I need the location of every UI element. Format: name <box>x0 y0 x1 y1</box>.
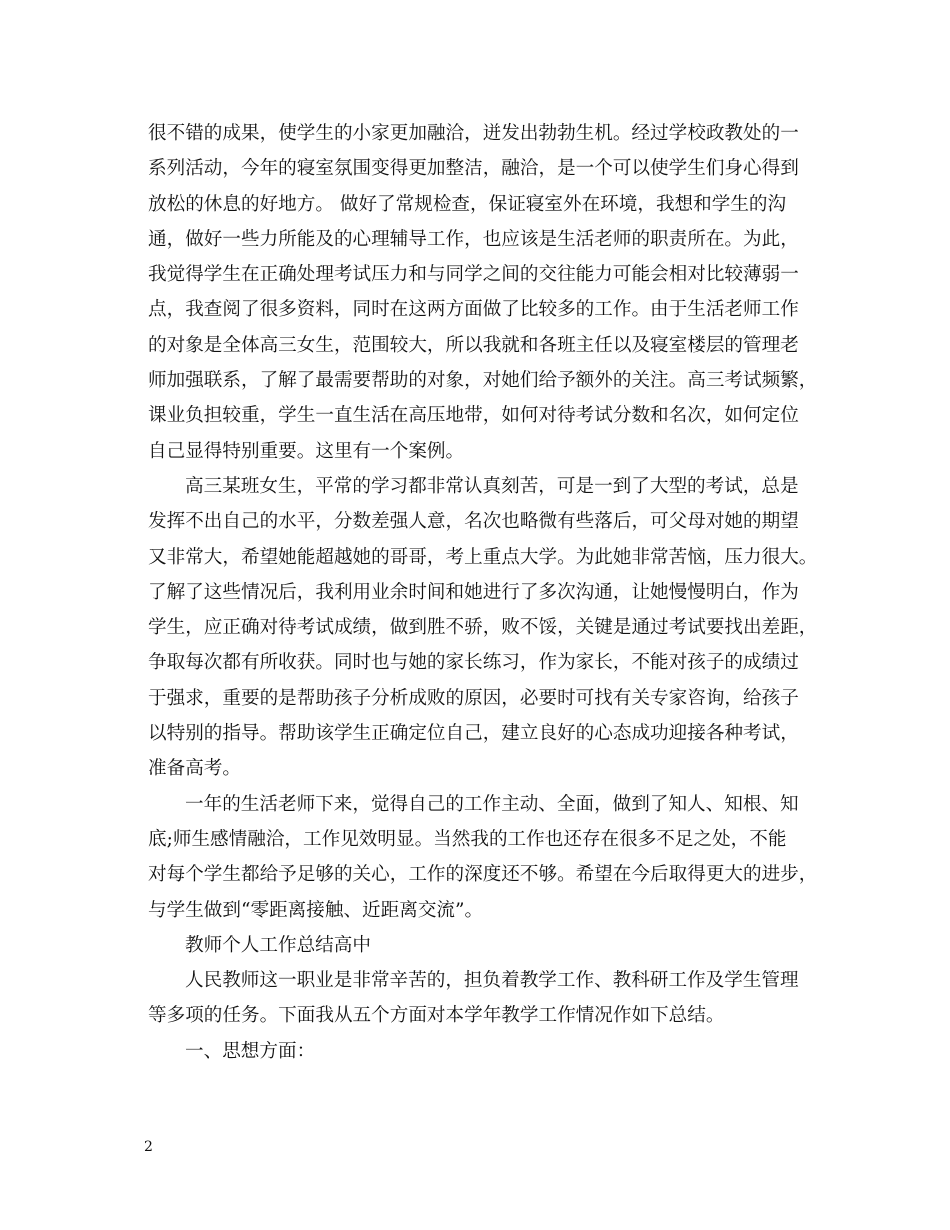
text-line: 学生，应正确对待考试成绩，做到胜不骄，败不馁，关键是通过考试要找出差距， <box>148 617 818 639</box>
text-line: 发挥不出自己的水平，分数差强人意，名次也略微有些落后，可父母对她的期望 <box>148 511 799 533</box>
text-line: 教师个人工作总结高中 <box>185 934 371 956</box>
text-line: 课业负担较重，学生一直生活在高压地带，如何对待考试分数和名次，如何定位 <box>148 405 799 427</box>
text-line: 对每个学生都给予足够的关心，工作的深度还不够。希望在今后取得更大的进步， <box>148 864 818 886</box>
text-line: 放松的休息的好地方。 做好了常规检查，保证寝室外在环境，我想和学生的沟 <box>148 193 787 215</box>
text-line: 于强求，重要的是帮助孩子分析成败的原因，必要时可找有关专家咨询，给孩子 <box>148 687 799 709</box>
text-line: 了解了这些情况后，我利用业余时间和她进行了多次沟通，让她慢慢明白，作为 <box>148 581 799 603</box>
text-line: 准备高考。 <box>148 758 241 780</box>
text-line: 人民教师这一职业是非常辛苦的，担负着教学工作、教科研工作及学生管理 <box>185 970 799 992</box>
text-line: 与学生做到“零距离接触、近距离交流”。 <box>148 899 484 921</box>
text-line: 通，做好一些力所能及的心理辅导工作，也应该是生活老师的职责所在。为此， <box>148 228 799 250</box>
text-line: 自己显得特别重要。这里有一个案例。 <box>148 440 465 462</box>
text-line: 我觉得学生在正确处理考试压力和与同学之间的交往能力可能会相对比较薄弱一 <box>148 264 799 286</box>
text-line: 等多项的任务。下面我从五个方面对本学年教学工作情况作如下总结。 <box>148 1005 725 1027</box>
text-line: 的对象是全体高三女生，范围较大，所以我就和各班主任以及寝室楼层的管理老 <box>148 334 799 356</box>
text-line: 系列活动，今年的寝室氛围变得更加整洁，融洽，是一个可以使学生们身心得到 <box>148 158 799 180</box>
text-line: 底;师生感情融洽，工作见效明显。当然我的工作也还存在很多不足之处，不能 <box>148 828 787 850</box>
text-line: 争取每次都有所收获。同时也与她的家长练习，作为家长，不能对孩子的成绩过 <box>148 652 799 674</box>
body-text <box>148 116 818 1069</box>
text-line: 以特别的指导。帮助该学生正确定位自己，建立良好的心态成功迎接各种考试， <box>148 723 799 745</box>
text-line: 一、思想方面： <box>185 1040 316 1062</box>
page-number: 2 <box>144 1139 153 1155</box>
text-line: 又非常大，希望她能超越她的哥哥，考上重点大学。为此她非常苦恼，压力很大。 <box>148 546 818 568</box>
text-line: 很不错的成果，使学生的小家更加融洽，迸发出勃勃生机。经过学校政教处的一 <box>148 123 799 144</box>
text-line: 点，我查阅了很多资料，同时在这两方面做了比较多的工作。由于生活老师工作 <box>148 299 799 321</box>
text-line: 师加强联系，了解了最需要帮助的对象，对她们给予额外的关注。高三考试频繁， <box>148 370 818 392</box>
text-line: 一年的生活老师下来，觉得自己的工作主动、全面，做到了知人、知根、知 <box>185 793 799 815</box>
text-line: 高三某班女生，平常的学习都非常认真刻苦，可是一到了大型的考试，总是 <box>185 475 799 497</box>
